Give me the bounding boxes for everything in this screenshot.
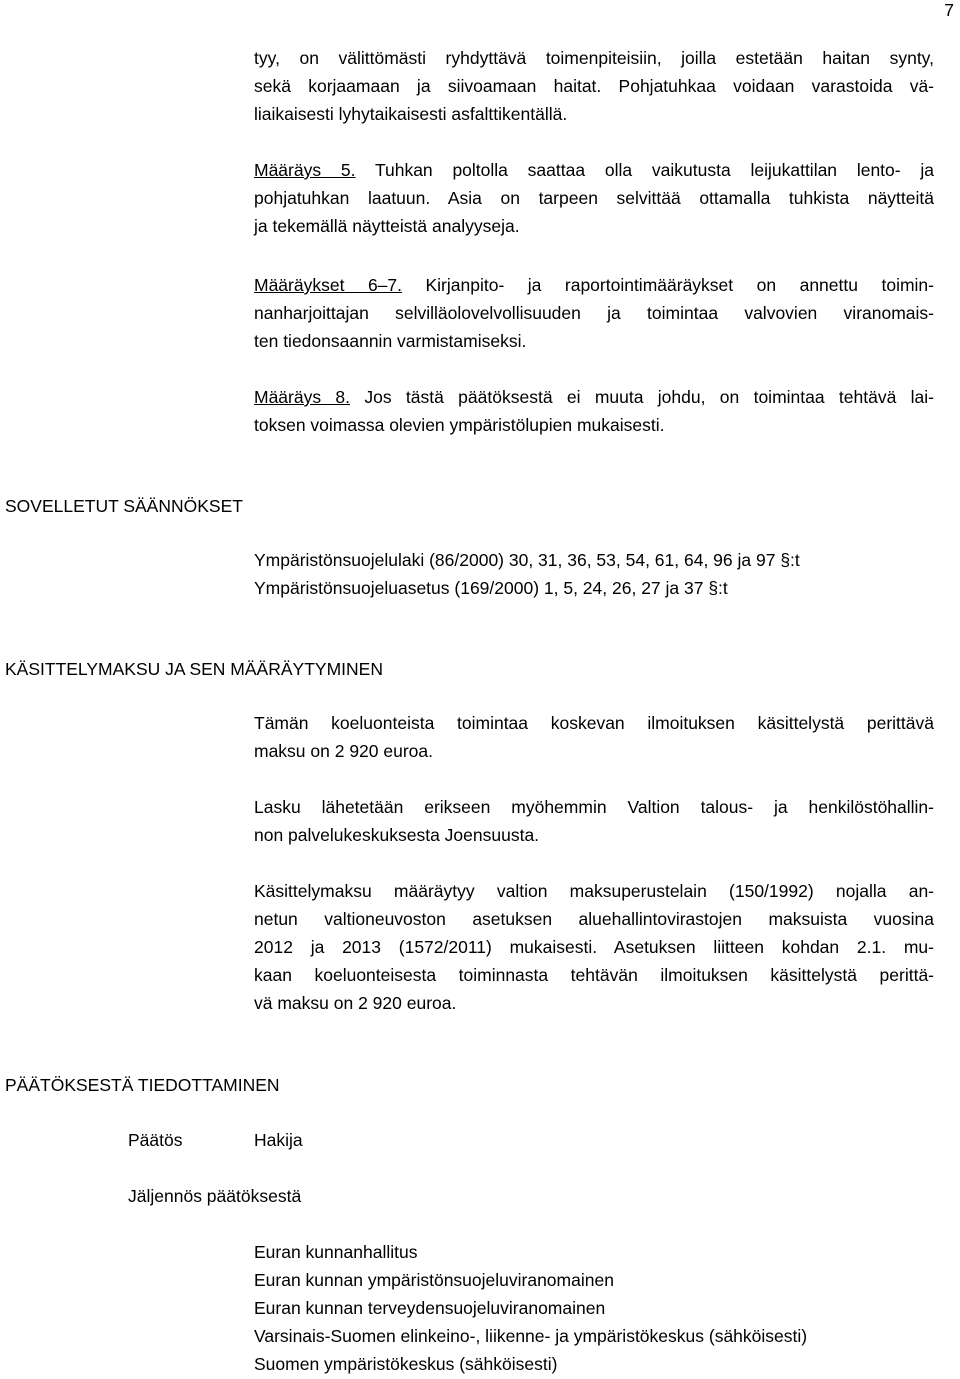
recipient-item: Euran kunnan terveydensuojeluviranomainen <box>254 1298 606 1318</box>
kasittelymaksu-p1-line-1: Tämän koeluonteista toimintaa koskevan ilmoituksen käsittelystä perittävä <box>254 713 934 733</box>
kasittelymaksu-p2-line-2: non palvelukeskuksesta Joensuusta. <box>254 825 540 845</box>
maaraykset67-label: Määräykset 6–7. <box>254 275 402 295</box>
sovelletut-line-2: Ympäristönsuojeluasetus (169/2000) 1, 5, 24, 26, 27 ja 37 §:t <box>254 578 728 598</box>
tiedottaminen-heading: PÄÄTÖKSESTÄ TIEDOTTAMINEN <box>5 1075 280 1095</box>
kasittelymaksu-heading: KÄSITTELYMAKSU JA SEN MÄÄRÄYTYMINEN <box>5 659 383 679</box>
maarays8-label: Määräys 8. <box>254 387 351 407</box>
maaraykset67-line-1: Määräykset 6–7. Kirjanpito- ja raportointimääräykset on annettu toimin- <box>254 275 934 295</box>
paatos-value: Hakija <box>254 1130 303 1150</box>
kasittelymaksu-p3-line-1: Käsittelymaksu määräytyy valtion maksuperustelain (150/1992) nojalla an- <box>254 881 934 901</box>
intro-line-3: liaikaisesti lyhytaikaisesti asfalttikentällä. <box>254 104 568 124</box>
recipient-item: Euran kunnanhallitus <box>254 1242 418 1262</box>
kasittelymaksu-p1-line-2: maksu on 2 920 euroa. <box>254 741 434 761</box>
paatos-label: Päätös <box>128 1130 183 1150</box>
kasittelymaksu-p3-line-4: kaan koeluonteisesta toiminnasta tehtävän ilmoituksen käsittelystä perittä- <box>254 965 934 985</box>
kasittelymaksu-p2-line-1: Lasku lähetetään erikseen myöhemmin Valtion talous- ja henkilöstöhallin- <box>254 797 934 817</box>
recipient-item: Varsinais-Suomen elinkeino-, liikenne- ja ympäristökeskus (sähköisesti) <box>254 1326 808 1346</box>
maaraykset67-line-3: ten tiedonsaannin varmistamiseksi. <box>254 331 527 351</box>
intro-line-1: tyy, on välittömästi ryhdyttävä toimenpiteisiin, joilla estetään haitan synty, <box>254 48 934 68</box>
maarays8-line-1: Määräys 8. Jos tästä päätöksestä ei muuta johdu, on toimintaa tehtävä lai- <box>254 387 934 407</box>
maarays8-line-2: toksen voimassa olevien ympäristölupien mukaisesti. <box>254 415 665 435</box>
sovelletut-heading: SOVELLETUT SÄÄNNÖKSET <box>5 496 243 516</box>
sovelletut-line-1: Ympäristönsuojelulaki (86/2000) 30, 31, 36, 53, 54, 61, 64, 96 ja 97 §:t <box>254 550 800 570</box>
maarays5-line-1: Määräys 5. Tuhkan poltolla saattaa olla vaikutusta leijukattilan lento- ja <box>254 160 935 180</box>
jaljennos-label: Jäljennös päätöksestä <box>128 1186 302 1206</box>
maaraykset67-line-2: nanharjoittajan selvilläolovelvollisuuden ja toimintaa valvovien viranomais- <box>254 303 934 323</box>
intro-line-2: sekä korjaamaan ja siivoamaan haitat. Pohjatuhkaa voidaan varastoida vä- <box>254 76 934 96</box>
recipient-item: Euran kunnan ympäristönsuojeluviranomainen <box>254 1270 614 1290</box>
page-number: 7 <box>944 0 954 20</box>
kasittelymaksu-p3-line-5: vä maksu on 2 920 euroa. <box>254 993 457 1013</box>
maarays5-label: Määräys 5. <box>254 160 356 180</box>
maarays5-line-3: ja tekemällä näytteistä analyyseja. <box>254 216 520 236</box>
kasittelymaksu-p3-line-3: 2012 ja 2013 (1572/2011) mukaisesti. Asetuksen liitteen kohdan 2.1. mu- <box>254 937 934 957</box>
recipient-item: Suomen ympäristökeskus (sähköisesti) <box>254 1354 558 1374</box>
maarays5-line-2: pohjatuhkan laatuun. Asia on tarpeen selvittää ottamalla tuhkista näytteitä <box>254 188 934 208</box>
kasittelymaksu-p3-line-2: netun valtioneuvoston asetuksen aluehallintovirastojen maksuista vuosina <box>254 909 934 929</box>
